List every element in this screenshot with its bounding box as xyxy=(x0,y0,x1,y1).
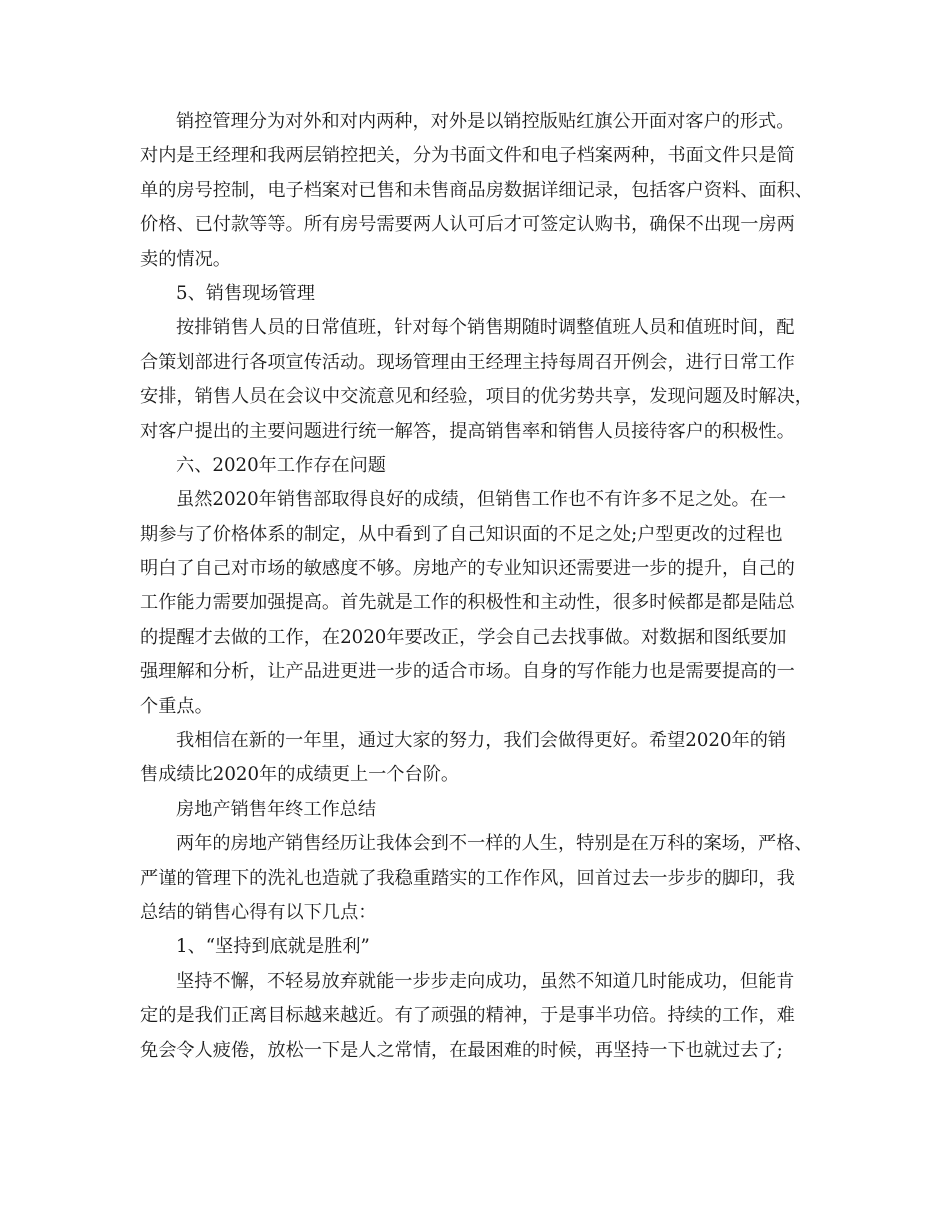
text-line: 销控管理分为对外和对内两种，对外是以销控版贴红旗公开面对客户的形式。 xyxy=(176,111,795,132)
text-line: 总结的销售心得有以下几点： xyxy=(140,901,377,923)
text-line: 个重点。 xyxy=(140,695,213,717)
text-line: 明白了自己对市场的敏感度不够。房地产的专业知识还需要进一步的提升，自己的 xyxy=(140,558,795,580)
text-line: 5、销售现场管理 xyxy=(176,282,315,304)
text-line: 合策划部进行各项宣传活动。现场管理由王经理主持每周召开例会，进行日常工作 xyxy=(140,351,795,373)
text-line: 免会令人疲倦，放松一下是人之常情，在最困难的时候，再坚持一下也就过去了; xyxy=(140,1039,783,1061)
text-line: 期参与了价格体系的制定，从中看到了自己知识面的不足之处;户型更改的过程也 xyxy=(140,523,783,545)
text-line: 工作能力需要加强提高。首先就是工作的积极性和主动性，很多时候都是都是陆总 xyxy=(140,592,795,614)
document-body xyxy=(140,105,830,1068)
text-line: 价格、已付款等等。所有房号需要两人认可后才可签定认购书，确保不出现一房两 xyxy=(140,214,795,236)
text-line: 安排，销售人员在会议中交流意见和经验，项目的优劣势共享，发现问题及时解决， xyxy=(140,386,813,408)
text-line: 定的是我们正离目标越来越近。有了顽强的精神，于是事半功倍。持续的工作，难 xyxy=(140,1005,795,1027)
text-line: 六、2020年工作存在问题 xyxy=(176,454,386,476)
text-line: 虽然2020年销售部取得良好的成绩，但销售工作也不有许多不足之处。在一 xyxy=(176,489,787,511)
text-line: 售成绩比2020年的成绩更上一个台阶。 xyxy=(140,764,460,786)
text-line: 严谨的管理下的洗礼也造就了我稳重踏实的工作作风，回首过去一步步的脚印，我 xyxy=(140,867,795,889)
text-line: 两年的房地产销售经历让我体会到不一样的人生，特别是在万科的案场，严格、 xyxy=(176,833,813,855)
text-line: 按排销售人员的日常值班，针对每个销售期随时调整值班人员和值班时间，配 xyxy=(176,317,795,339)
text-line: 强理解和分析，让产品进更进一步的适合市场。自身的写作能力也是需要提高的一 xyxy=(140,661,795,683)
text-line: 坚持不懈，不轻易放弃就能一步步走向成功，虽然不知道几时能成功，但能肯 xyxy=(176,970,795,992)
text-line: 卖的情况。 xyxy=(140,248,231,270)
text-line: 1、“坚持到底就是胜利” xyxy=(176,936,370,958)
text-line: 我相信在新的一年里，通过大家的努力，我们会做得更好。希望2020年的销 xyxy=(176,730,787,752)
text-line: 对客户提出的主要问题进行统一解答，提高销售率和销售人员接待客户的积极性。 xyxy=(140,420,795,442)
text-line: 单的房号控制，电子档案对已售和未售商品房数据详细记录，包括客户资料、面积、 xyxy=(140,179,813,201)
text-line: 对内是王经理和我两层销控把关，分为书面文件和电子档案两种，书面文件只是简 xyxy=(140,145,795,167)
text-line: 的提醒才去做的工作，在2020年要改正，学会自己去找事做。对数据和图纸要加 xyxy=(140,626,787,648)
text-line: 房地产销售年终工作总结 xyxy=(176,798,377,820)
